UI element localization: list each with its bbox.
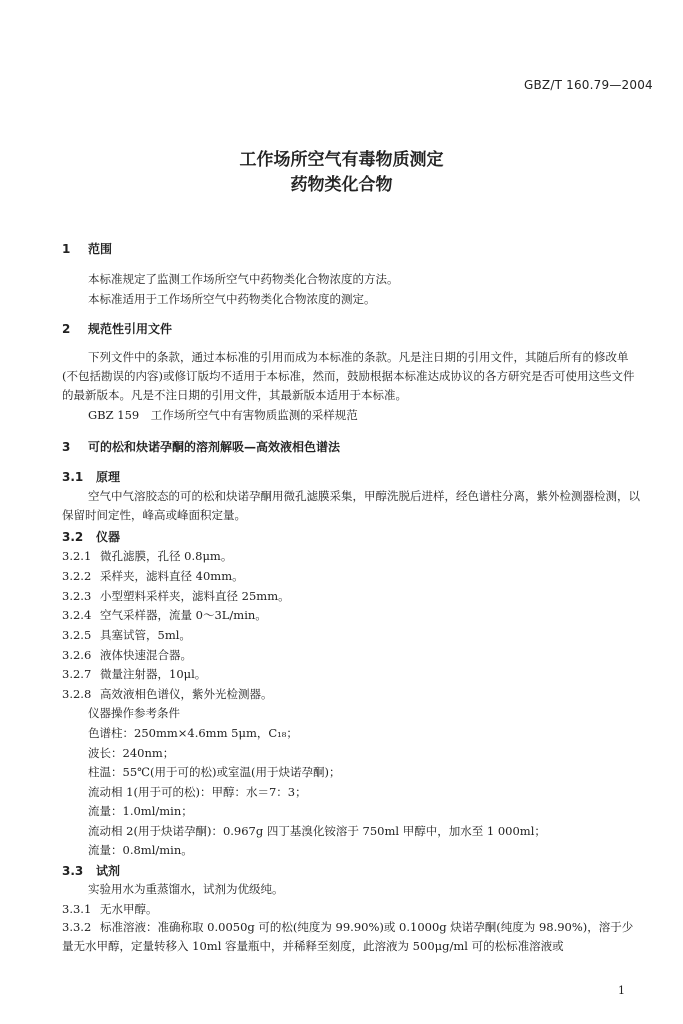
- item-text: 微孔滤膜，孔径 0.8μm。: [100, 549, 233, 563]
- list-item: [62, 568, 244, 584]
- item-text: 小型塑料采样夹，滤料直径 25mm。: [100, 589, 290, 603]
- item-number: 3.3.2: [62, 920, 92, 934]
- list-item: [62, 918, 644, 956]
- item-text: 标准溶液：准确称取 0.0050g 可的松(纯度为 99.90%)或 0.1000g 炔诺孕酮(纯度为 98.90%)，溶于少量无水甲醇，定量转移入 10ml 容量瓶中，并稀释至刻度，此溶液为 500μg/ml 可的松标准溶液或: [62, 920, 634, 953]
- section-1-heading: [62, 240, 112, 257]
- section-number: 3.2: [62, 530, 84, 544]
- document-title: 工作场所空气有毒物质测定: [239, 150, 444, 170]
- list-item: [62, 627, 191, 643]
- section-1-paragraph-2: 本标准适用于工作场所空气中药物类化合物浓度的测定。: [88, 292, 376, 306]
- section-3-2-heading: [62, 528, 120, 545]
- section-1-paragraph-1: 本标准规定了监测工作场所空气中药物类化合物浓度的方法。: [88, 272, 399, 286]
- section-2-paragraph: 下列文件中的条款，通过本标准的引用而成为本标准的条款。凡是注日期的引用文件，其随后所有的修改单(不包括勘误的内容)或修订版均不适用于本标准，然而，鼓励根据本标准达成协议的各方研究是否可使用这些文件的最新版本。凡是不注日期的引用文件，其最新版本适用于本标准。: [62, 350, 635, 402]
- item-text: 高效液相色谱仪，紫外光检测器。: [100, 687, 273, 701]
- item-number: 3.2.7: [62, 667, 92, 681]
- section-title: 原理: [96, 470, 121, 484]
- section-3-1-heading: [62, 468, 120, 485]
- section-title: 可的松和炔诺孕酮的溶剂解吸—高效液相色谱法: [88, 440, 341, 454]
- list-item: [62, 666, 206, 682]
- section-title: 仪器: [96, 530, 121, 544]
- item-number: 3.2.8: [62, 687, 92, 701]
- item-number: 3.2.1: [62, 549, 92, 563]
- item-text: 无水甲醇。: [100, 902, 158, 916]
- document-subtitle: 药物类化合物: [290, 175, 393, 195]
- section-number: 3.3: [62, 864, 84, 878]
- item-number: 3.2.2: [62, 569, 92, 583]
- section-number: 1: [62, 242, 71, 256]
- item-number: 3.2.3: [62, 589, 92, 603]
- condition-line: 色谱柱：250mm×4.6mm 5μm，C₁₈；: [88, 726, 298, 740]
- section-2-heading: [62, 320, 172, 337]
- list-item: [62, 607, 267, 623]
- item-text: 空气采样器，流量 0～3L/min。: [100, 608, 267, 622]
- item-number: 3.2.4: [62, 608, 92, 622]
- item-text: 微量注射器，10μl。: [100, 667, 207, 681]
- section-number: 3: [62, 440, 71, 454]
- item-number: 3.3.1: [62, 902, 92, 916]
- list-item: [62, 901, 158, 917]
- section-title: 试剂: [96, 864, 121, 878]
- list-item: [62, 647, 192, 663]
- condition-line: 仪器操作参考条件: [88, 706, 180, 720]
- section-3-1-paragraph: 空气中气溶胶态的可的松和炔诺孕酮用微孔滤膜采集，甲醇洗脱后进样，经色谱柱分离，紫外检测器检测，以保留时间定性，峰高或峰面积定量。: [62, 489, 640, 522]
- section-number: 2: [62, 322, 71, 336]
- section-title: 规范性引用文件: [88, 322, 173, 336]
- condition-line: 流动相 2(用于炔诺孕酮)：0.967g 四丁基溴化铵溶于 750ml 甲醇中，加水至 1 000ml；: [88, 824, 546, 838]
- condition-line: 波长：240nm；: [88, 746, 175, 760]
- section-3-3-paragraph: 实验用水为重蒸馏水，试剂为优级纯。: [88, 882, 284, 896]
- section-title: 范围: [88, 242, 113, 256]
- item-number: 3.2.5: [62, 628, 92, 642]
- condition-line: 柱温：55℃(用于可的松)或室温(用于炔诺孕酮)；: [88, 765, 341, 779]
- item-text: 具塞试管，5ml。: [100, 628, 191, 642]
- item-text: 液体快速混合器。: [100, 648, 192, 662]
- list-item: [62, 686, 273, 702]
- section-number: 3.1: [62, 470, 84, 484]
- page-number: 1: [618, 984, 625, 997]
- condition-line: 流量：0.8ml/min。: [88, 843, 193, 857]
- item-number: 3.2.6: [62, 648, 92, 662]
- condition-line: 流量：1.0ml/min；: [88, 804, 193, 818]
- condition-line: 流动相 1(用于可的松)：甲醇：水＝7：3；: [88, 785, 307, 799]
- list-item: [62, 548, 232, 564]
- section-2-reference: GBZ 159 工作场所空气中有害物质监测的采样规范: [88, 408, 358, 422]
- list-item: [62, 588, 290, 604]
- standard-number: GBZ/T 160.79—2004: [524, 78, 653, 92]
- item-text: 采样夹，滤料直径 40mm。: [100, 569, 244, 583]
- section-3-3-heading: [62, 862, 120, 879]
- section-3-heading: [62, 438, 340, 455]
